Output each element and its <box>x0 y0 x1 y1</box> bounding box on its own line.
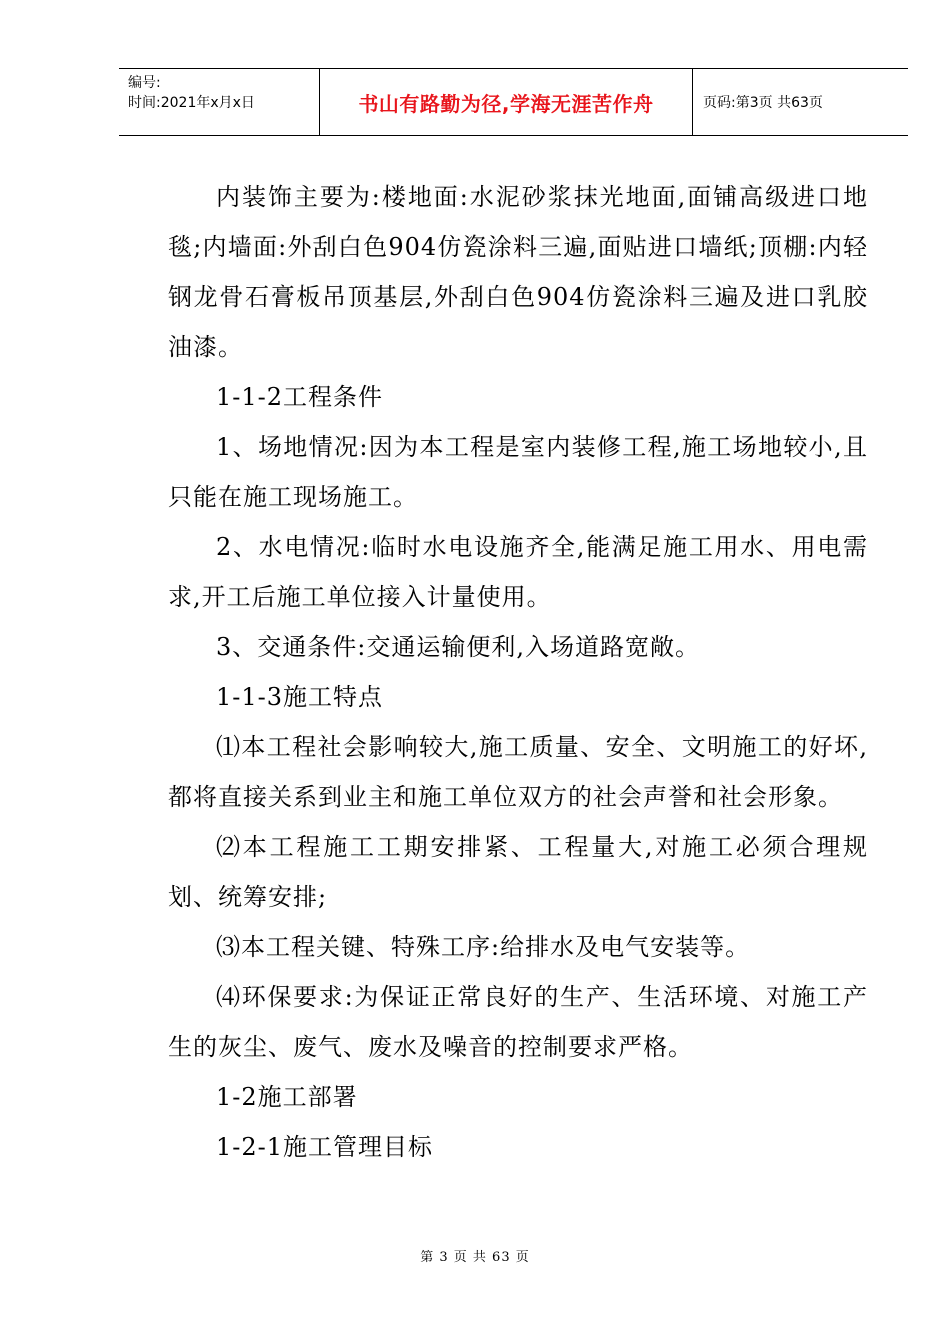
doc-time-label: 时间:2021年x月x日 <box>128 95 255 111</box>
paragraph: 2、水电情况:临时水电设施齐全,能满足施工用水、用电需求,开工后施工单位接入计量使用。 <box>168 533 868 611</box>
page-footer: 第 3 页 共 63 页 <box>420 1250 530 1265</box>
header-meta-cell <box>119 69 320 135</box>
document-body <box>168 172 868 1172</box>
header-page-code: 页码:第3页 共63页 <box>703 95 823 111</box>
doc-number-label: 编号: <box>128 75 161 91</box>
header-page-cell <box>693 69 908 135</box>
paragraph: 内装饰主要为:楼地面:水泥砂浆抹光地面,面铺高级进口地毯;内墙面:外刮白色904仿瓷涂料三遍,面贴进口墙纸;顶棚:内轻钢龙骨石膏板吊顶基层,外刮白色904仿瓷涂料三遍及进口乳胶油漆。 <box>168 183 868 361</box>
paragraph: 3、交通条件:交通运输便利,入场道路宽敞。 <box>216 633 700 661</box>
section-heading: 1-2-1施工管理目标 <box>216 1133 434 1161</box>
header-motto: 书山有路勤为径,学海无涯苦作舟 <box>358 91 654 116</box>
page-header <box>119 68 908 136</box>
paragraph: 1、场地情况:因为本工程是室内装修工程,施工场地较小,且只能在施工现场施工。 <box>168 433 868 511</box>
section-heading: 1-2施工部署 <box>216 1083 358 1111</box>
paragraph: ⑵本工程施工工期安排紧、工程量大,对施工必须合理规划、统筹安排; <box>168 833 868 911</box>
header-motto-cell <box>320 69 693 135</box>
section-heading: 1-1-2工程条件 <box>216 383 384 411</box>
section-heading: 1-1-3施工特点 <box>216 683 384 711</box>
paragraph: ⑴本工程社会影响较大,施工质量、安全、文明施工的好坏,都将直接关系到业主和施工单位双方的社会声誉和社会形象。 <box>168 733 868 811</box>
paragraph: ⑶本工程关键、特殊工序:给排水及电气安装等。 <box>216 933 751 961</box>
paragraph: ⑷环保要求:为保证正常良好的生产、生活环境、对施工产生的灰尘、废气、废水及噪音的控制要求严格。 <box>168 983 868 1061</box>
